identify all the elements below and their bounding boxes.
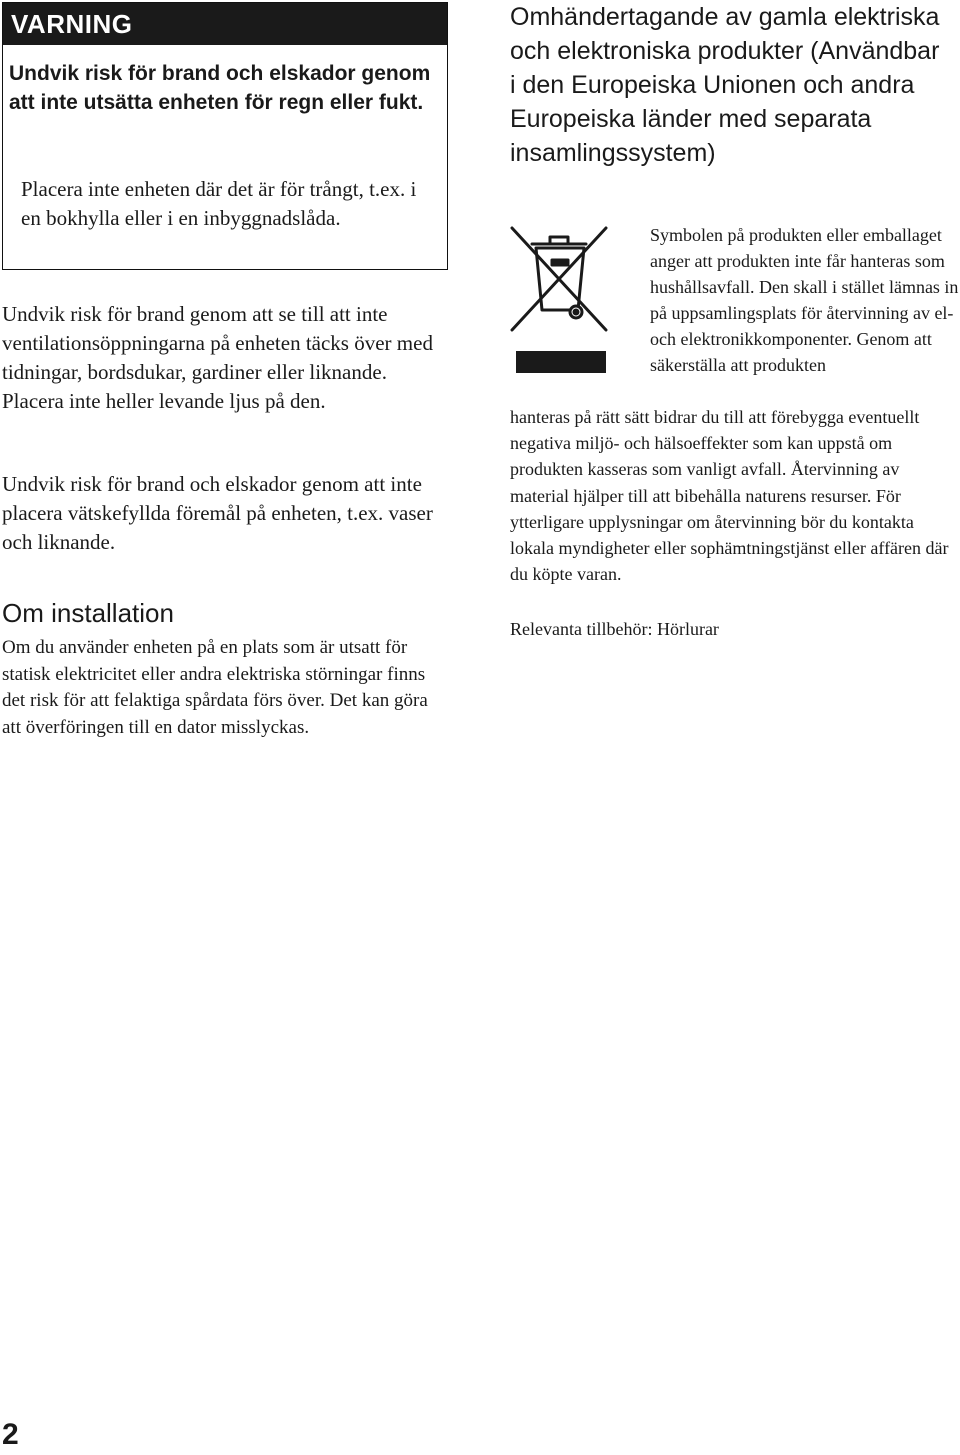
warning-box bbox=[2, 2, 448, 270]
disposal-full-text: hanteras på rätt sätt bidrar du till att förebygga eventuellt negativa miljö- och hälsoeffekter som kan uppstå om produkten kasseras som vanligt avfall. Återvinning av material hjälper till att bibehålla naturens resurser. För ytterligare upplysningar om återvinning bör du kontakta lokala myndigheter eller sophämtningstjänst eller affären där du köpte varan. bbox=[510, 407, 949, 585]
install-section-title: Om installation bbox=[2, 598, 174, 628]
relevant-accessories: Relevanta tillbehör: Hörlurar bbox=[510, 619, 719, 639]
liquid-paragraph: Undvik risk för brand och elskador genom att inte placera vätskefyllda föremål på enheten, t.ex. vaser och liknande. bbox=[2, 472, 433, 554]
warning-normal-text: Placera inte enheten där det är för trångt, t.ex. i en bokhylla eller i en inbyggnadslåda. bbox=[21, 177, 417, 230]
install-section-text: Om du använder enheten på en plats som är utsatt för statisk elektricitet eller andra elektriska störningar finns det risk för att felaktiga spårdata förs över. Det kan göra att överföringen till en dator misslyckas. bbox=[2, 637, 428, 738]
disposal-indent-text: Symbolen på produkten eller emballaget anger att produkten inte får hanteras som hushållsavfall. Den skall i stället lämnas in på uppsamlingsplats för återvinning av el- och elektronikkomponenter. Genom att säkerställa att produkten bbox=[650, 225, 959, 375]
page-number: 2 bbox=[2, 1418, 19, 1451]
ventilation-paragraph: Undvik risk för brand genom att se till att inte ventilationsöppningarna på enheten täcks över med tidningar, bordsdukar, gardiner eller liknande. Placera inte heller levande ljus på den. bbox=[2, 302, 433, 413]
disposal-title: Omhändertagande av gamla elektriska och elektroniska produkter (Användbar i den Europeiska Unionen och andra Europeiska länder med separata insamlingssystem) bbox=[510, 3, 940, 167]
crossed-out-wheeled-bin-icon bbox=[510, 224, 608, 374]
warning-bold-text: Undvik risk för brand och elskador genom att inte utsätta enheten för regn eller fukt. bbox=[9, 62, 431, 114]
warning-header: VARNING bbox=[3, 3, 447, 45]
